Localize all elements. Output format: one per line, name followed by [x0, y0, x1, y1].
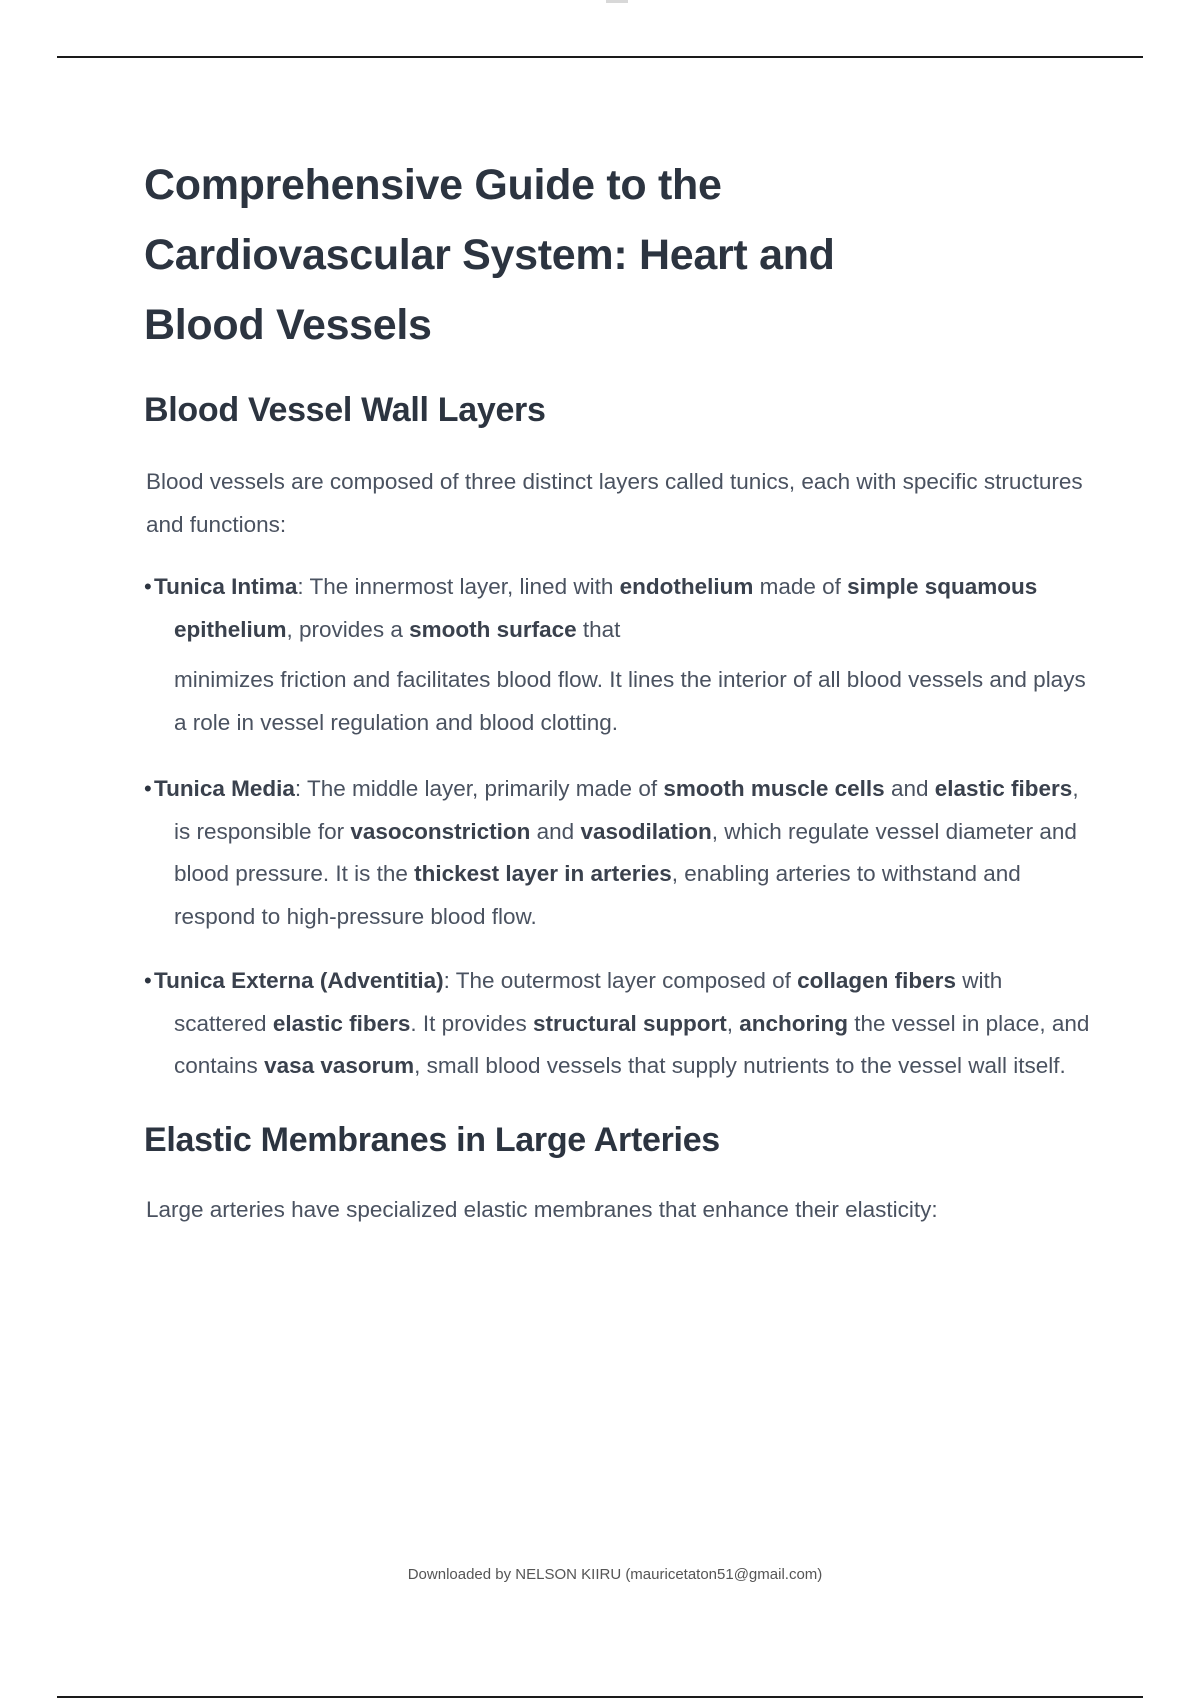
document-title: Comprehensive Guide to the Cardiovascular System: Heart and Blood Vessels: [144, 161, 835, 349]
term-tunica-intima: Tunica Intima: [154, 574, 298, 599]
bullet-icon: •: [144, 968, 152, 993]
bullet-icon: •: [144, 776, 152, 801]
section-intro-elastic-membranes: Large arteries have specialized elastic membranes that enhance their elasticity:: [146, 1196, 938, 1222]
bottom-divider: [57, 1696, 1143, 1698]
section-intro-wall-layers: Blood vessels are composed of three distinct layers called tunics, each with specific structures and functions:: [146, 469, 1083, 537]
list-item-continuation: minimizes friction and facilitates blood flow. It lines the interior of all blood vessels and plays a role in vessel regulation and blood clotting.: [174, 667, 1086, 735]
list-item-tunica-media: • Tunica Media: The middle layer, primarily made of smooth muscle cells and elastic fibers, is responsible for vasoconstriction and vasodilation, which regulate vessel diameter and blood pressure. It is the thickest layer in arteries, enabling arteries to withstand and respond to high-pressure blood flow.: [144, 768, 1094, 938]
section-heading-wall-layers: Blood Vessel Wall Layers: [144, 391, 546, 429]
list-item-tunica-intima: • Tunica Intima: The innermost layer, lined with endothelium made of simple squamous epithelium, provides a smooth surface that minimizes friction and facilitates blood flow. It lines the interior of all blood vessels and plays a role in vessel regulation and blood clotting.: [144, 566, 1094, 744]
list-item-tunica-externa: • Tunica Externa (Adventitia): The outermost layer composed of collagen fibers with scattered elastic fibers. It provides structural support, anchoring the vessel in place, and contains vasa vasorum, small blood vessels that supply nutrients to the vessel wall itself.: [144, 960, 1094, 1088]
page-tab-marker: [606, 0, 628, 3]
term-tunica-media: Tunica Media: [154, 776, 295, 801]
top-divider: [57, 56, 1143, 58]
section-heading-elastic-membranes: Elastic Membranes in Large Arteries: [144, 1120, 720, 1159]
document-body: [144, 150, 1094, 1231]
term-tunica-externa: Tunica Externa (Adventitia): [154, 968, 444, 993]
bullet-icon: •: [144, 574, 152, 599]
download-footer: Downloaded by NELSON KIIRU (mauricetaton51@gmail.com): [407, 1566, 823, 1583]
